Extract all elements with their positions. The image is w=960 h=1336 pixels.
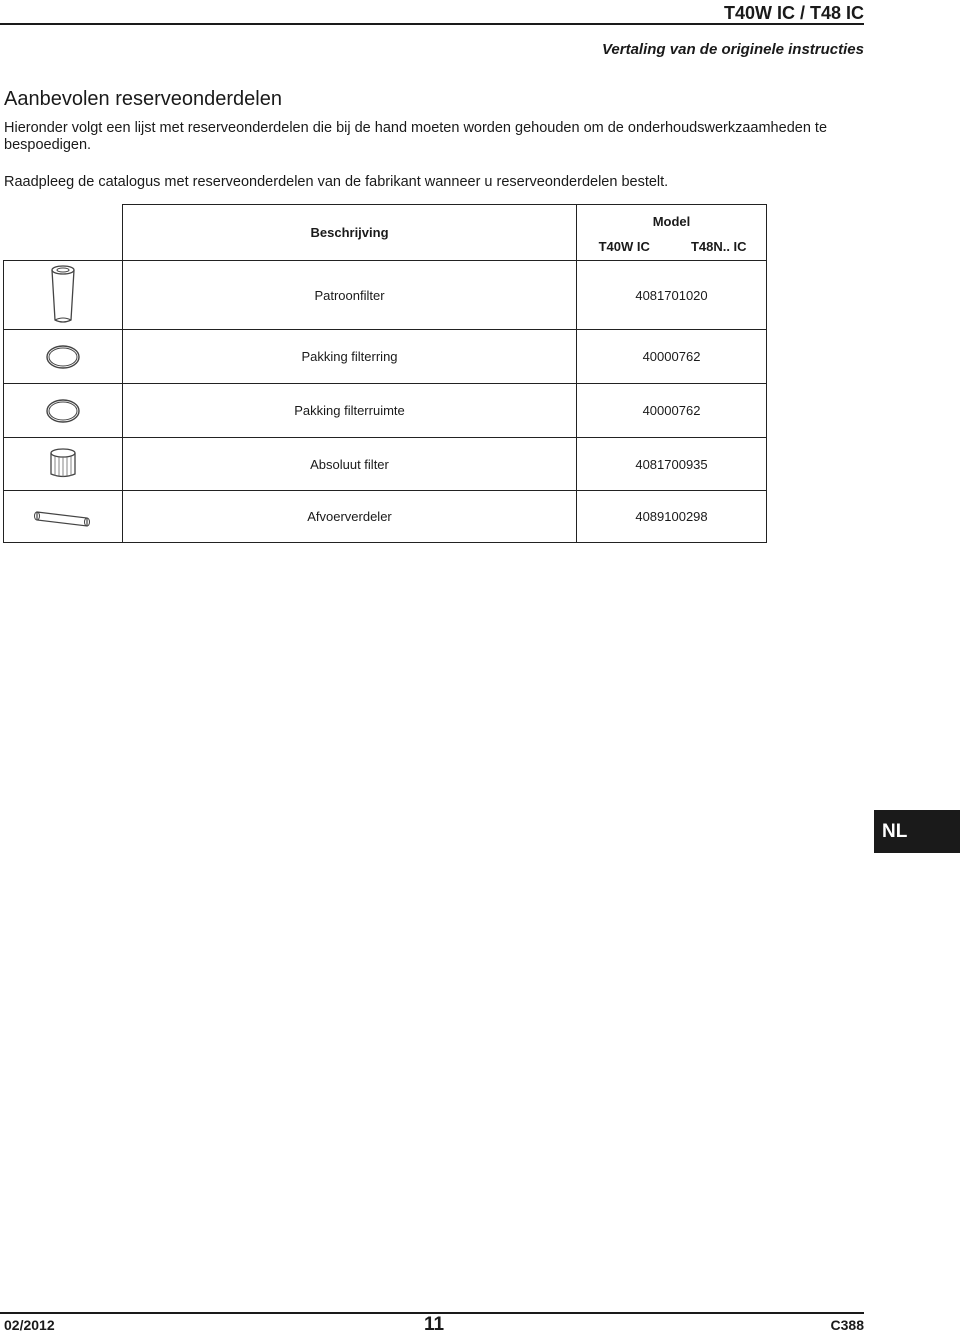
part-description: Pakking filterruimte: [123, 384, 577, 438]
row-image: [4, 330, 123, 384]
spare-parts-table: [3, 204, 767, 543]
footer-date: 02/2012: [4, 1317, 55, 1333]
o-ring-icon: [43, 396, 83, 426]
table-row: [4, 384, 767, 438]
row-image: [4, 491, 123, 543]
row-image: [4, 384, 123, 438]
catalog-note-paragraph: Raadpleeg de catalogus met reserveonderdelen van de fabrikant wanneer u reserveonderdelen bestelt.: [4, 174, 669, 190]
model-a-header: T40W IC: [577, 233, 672, 261]
document-header-title: T40W IC / T48 IC: [723, 3, 864, 23]
part-number: 4081701020: [577, 261, 767, 330]
table-image-header: [4, 205, 123, 261]
part-number: 4089100298: [577, 491, 767, 543]
table-row: [4, 261, 767, 330]
intro-paragraph: Hieronder volgt een lijst met reserveonderdelen die bij de hand moeten worden gehouden om de onderhoudswerkzaamheden te bespoedigen.: [4, 120, 828, 153]
row-image: [4, 261, 123, 330]
model-header: Model: [577, 205, 767, 233]
document-code: C388: [830, 1317, 864, 1333]
page-number: 11: [424, 1314, 445, 1335]
part-description: Pakking filterring: [123, 330, 577, 384]
part-number: 40000762: [577, 384, 767, 438]
part-number: 40000762: [577, 330, 767, 384]
part-description: Afvoerverdeler: [123, 491, 577, 543]
part-description: Patroonfilter: [123, 261, 577, 330]
language-tab: NL: [874, 810, 960, 853]
header-divider: [0, 23, 864, 25]
absolute-filter-icon: [46, 447, 80, 481]
cartridge-filter-icon: [43, 264, 83, 326]
drain-distributor-icon: [33, 504, 93, 530]
o-ring-icon: [43, 342, 83, 372]
part-number: 4081700935: [577, 438, 767, 491]
table-row: [4, 491, 767, 543]
row-image: [4, 438, 123, 491]
description-header: Beschrijving: [123, 205, 577, 261]
part-description: Absoluut filter: [123, 438, 577, 491]
section-title: Aanbevolen reserveonderdelen: [4, 88, 282, 110]
model-b-header: T48N.. IC: [672, 233, 767, 261]
table-row: [4, 330, 767, 384]
table-row: [4, 438, 767, 491]
document-header-subtitle: Vertaling van de originele instructies: [601, 41, 864, 58]
